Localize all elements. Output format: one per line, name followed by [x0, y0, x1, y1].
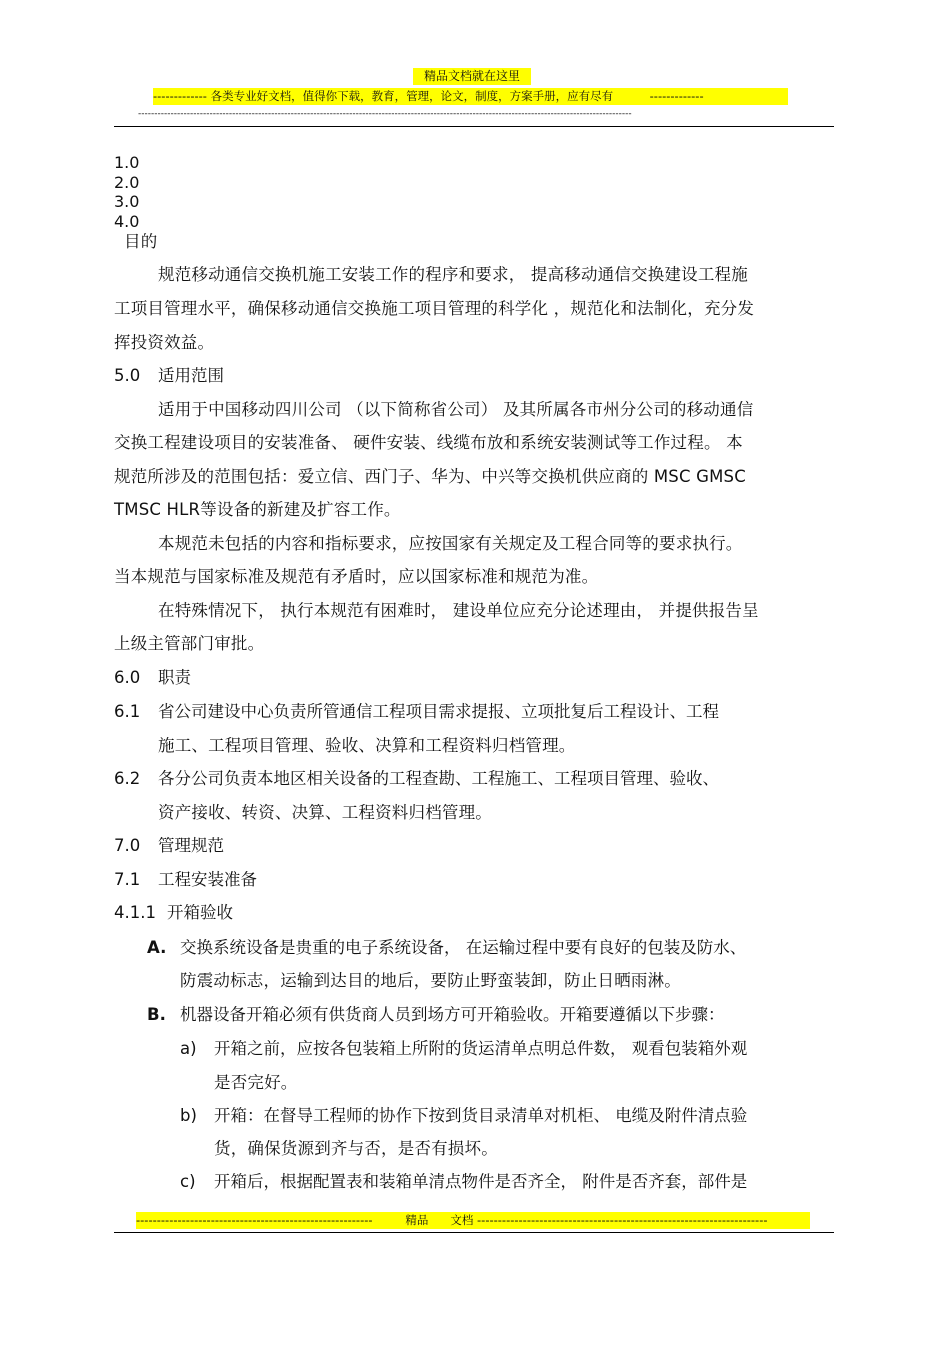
step-label: b) [180, 1106, 197, 1125]
toc-numbers [114, 153, 139, 231]
step-label: c) [180, 1172, 196, 1191]
footer-band: --------------------------------------------------------- 精品 文档 ---------------------------------------------------------------------- [136, 1212, 810, 1229]
scope-line: 上级主管部门审批。 [114, 634, 265, 653]
section-management [114, 836, 224, 856]
section-number: 7.0 [114, 836, 141, 855]
list-label: B. [147, 1005, 166, 1024]
step-line: 货，确保货源到齐与否，是否有损坏。 [214, 1139, 498, 1158]
step-item-b [180, 1106, 747, 1126]
header-rule [114, 126, 834, 127]
scope-line: TMSC HLR等设备的新建及扩容工作。 [114, 500, 401, 519]
scope-line: 在特殊情况下， 执行本规范有困难时， 建设单位应充分论述理由， 并提供报告呈 [158, 601, 759, 620]
list-text: 交换系统设备是贵重的电子系统设备， 在运输过程中要有良好的包装及防水、 [180, 938, 747, 957]
list-item-b [147, 1005, 725, 1025]
header-tagline: ------------- 各类专业好文档，值得你下载，教育，管理，论文，制度，方案手册，应有尽有 ------------- [153, 88, 788, 105]
section-title: 工程安装准备 [158, 870, 257, 889]
duty-item [114, 769, 719, 789]
section-title: 管理规范 [158, 836, 224, 855]
list-line: 防震动标志，运输到达目的地后，要防止野蛮装卸，防止日晒雨淋。 [180, 971, 681, 990]
scope-line: 规范所涉及的范围包括：爱立信、西门子、华为、中兴等交换机供应商的 MSC GMSC [114, 467, 746, 486]
step-label: a) [180, 1039, 197, 1058]
section-number: 6.0 [114, 668, 141, 687]
section-number: 7.1 [114, 870, 141, 889]
item-number: 6.2 [114, 769, 141, 788]
duty-line: 资产接收、转资、决算、工程资料归档管理。 [158, 803, 492, 822]
footer-rule [114, 1232, 834, 1233]
purpose-line: 挥投资效益。 [114, 333, 215, 352]
purpose-heading: 目的 [124, 232, 158, 251]
section-duties [114, 668, 191, 688]
toc-number: 4.0 [114, 211, 140, 231]
section-number: 5.0 [114, 366, 141, 385]
section-number: 4.1.1 [114, 903, 156, 922]
step-text: 开箱：在督导工程师的协作下按到货目录清单对机柜、 电缆及附件清点验 [214, 1106, 748, 1125]
step-line: 是否完好。 [214, 1073, 298, 1092]
header-banner: 精品文档就在这里 [413, 68, 531, 85]
list-text: 机器设备开箱必须有供货商人员到场方可开箱验收。开箱要遵循以下步骤： [180, 1005, 725, 1024]
purpose-line: 规范移动通信交换机施工安装工作的程序和要求， 提高移动通信交换建设工程施 [158, 265, 748, 284]
scope-line: 交换工程建设项目的安装准备、 硬件安装、线缆布放和系统安装测试等工作过程。 本 [114, 433, 743, 452]
subsection-install-prep [114, 870, 257, 890]
scope-line: 适用于中国移动四川公司 （以下简称省公司） 及其所属各市州分公司的移动通信 [158, 400, 754, 419]
scope-line: 本规范未包括的内容和指标要求，应按国家有关规定及工程合同等的要求执行。 [158, 534, 743, 553]
step-text: 开箱之前，应按各包装箱上所附的货运清单点明总件数， 观看包装箱外观 [214, 1039, 748, 1058]
item-number: 6.1 [114, 702, 141, 721]
item-text: 各分公司负责本地区相关设备的工程查勘、工程施工、工程项目管理、验收、 [158, 769, 719, 788]
toc-number: 2.0 [114, 172, 140, 192]
header-dashes: -------------------------------------------------------------------------------------------------------------------------------------------------------- [138, 109, 632, 119]
duty-line: 施工、工程项目管理、验收、决算和工程资料归档管理。 [158, 736, 576, 755]
list-item-a [147, 938, 746, 958]
step-item-c [180, 1172, 747, 1192]
scope-line: 当本规范与国家标准及规范有矛盾时，应以国家标准和规范为准。 [114, 567, 599, 586]
step-item-a [180, 1039, 747, 1059]
toc-number: 1.0 [114, 153, 140, 172]
step-text: 开箱后，根据配置表和装箱单清点物件是否齐全， 附件是否齐套，部件是 [214, 1172, 748, 1191]
duty-item [114, 702, 719, 722]
section-title: 开箱验收 [167, 903, 233, 922]
toc-number: 3.0 [114, 192, 140, 211]
item-text: 省公司建设中心负责所管通信工程项目需求提报、立项批复后工程设计、工程 [158, 702, 719, 721]
list-label: A. [147, 938, 167, 957]
section-scope [114, 366, 224, 386]
purpose-line: 工项目管理水平，确保移动通信交换施工项目管理的科学化 ，规范化和法制化，充分发 [114, 299, 755, 318]
subsection-unboxing [114, 903, 233, 923]
section-title: 适用范围 [158, 366, 224, 385]
section-title: 职责 [158, 668, 191, 687]
